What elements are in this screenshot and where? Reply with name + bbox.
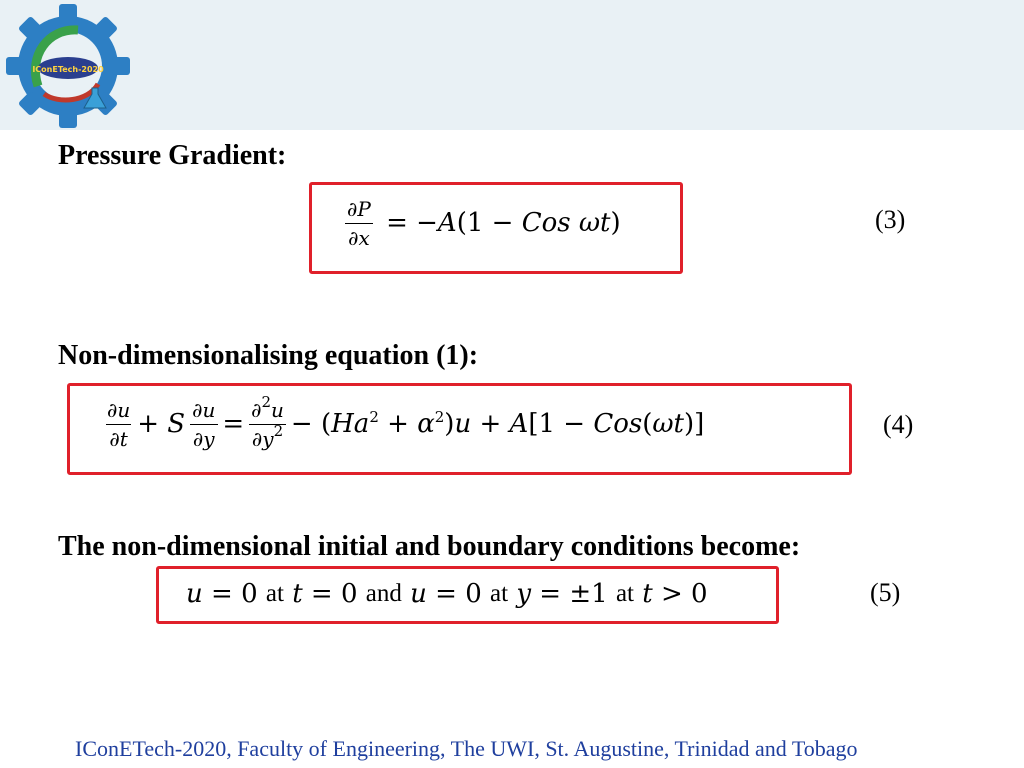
- equation-3-number: (3): [875, 205, 906, 234]
- header-band: [0, 0, 1024, 130]
- equation-5: u = 0 at t = 0 and u = 0 at y = ±1 at t > 0: [186, 579, 708, 609]
- word-at-1: at: [265, 580, 284, 607]
- equation-3: $\frac{\partial P}{\partial x}$ = −A(1 − Cos ωt): [340, 190, 621, 256]
- du-dt-fraction: $\frac{\partial u}{\partial t}$: [107, 397, 131, 451]
- equation-5-number: (5): [870, 578, 901, 607]
- pressure-gradient-heading: Pressure Gradient:: [58, 140, 287, 171]
- equation-4-number: (4): [883, 410, 914, 439]
- dp-dx-fraction: $\frac{\partial P}{\partial x}$: [347, 196, 371, 250]
- word-at-3: at: [615, 580, 634, 607]
- non-dimensionalising-heading: Non-dimensionalising equation (1):: [58, 340, 479, 371]
- du-dy-fraction: $\frac{\partial u}{\partial y}$: [189, 398, 218, 451]
- d2u-dy2-fraction: $\frac{\partial^2u}{\partial y^2}$: [248, 398, 287, 451]
- svg-text:IConETech-2020: IConETech-2020: [32, 65, 104, 74]
- word-at-2: at: [490, 580, 509, 607]
- conditions-heading: The non-dimensional initial and boundary conditions become:: [58, 531, 801, 562]
- conference-logo-icon: [6, 4, 130, 128]
- word-and: and: [365, 580, 402, 607]
- footer-text: IConETech-2020, Faculty of Engineering, The UWI, St. Augustine, Trinidad and Tobago: [75, 736, 858, 761]
- equation-4: $\frac{\partial u}{\partial t}$ + S $\frac{\partial u}{\partial y}$ = $\frac{\partial^2u}{\partial y^2}$ − $(Ha^2 + \alpha^2)u + A[1 - Cos(\omega t)]$: [100, 391, 704, 457]
